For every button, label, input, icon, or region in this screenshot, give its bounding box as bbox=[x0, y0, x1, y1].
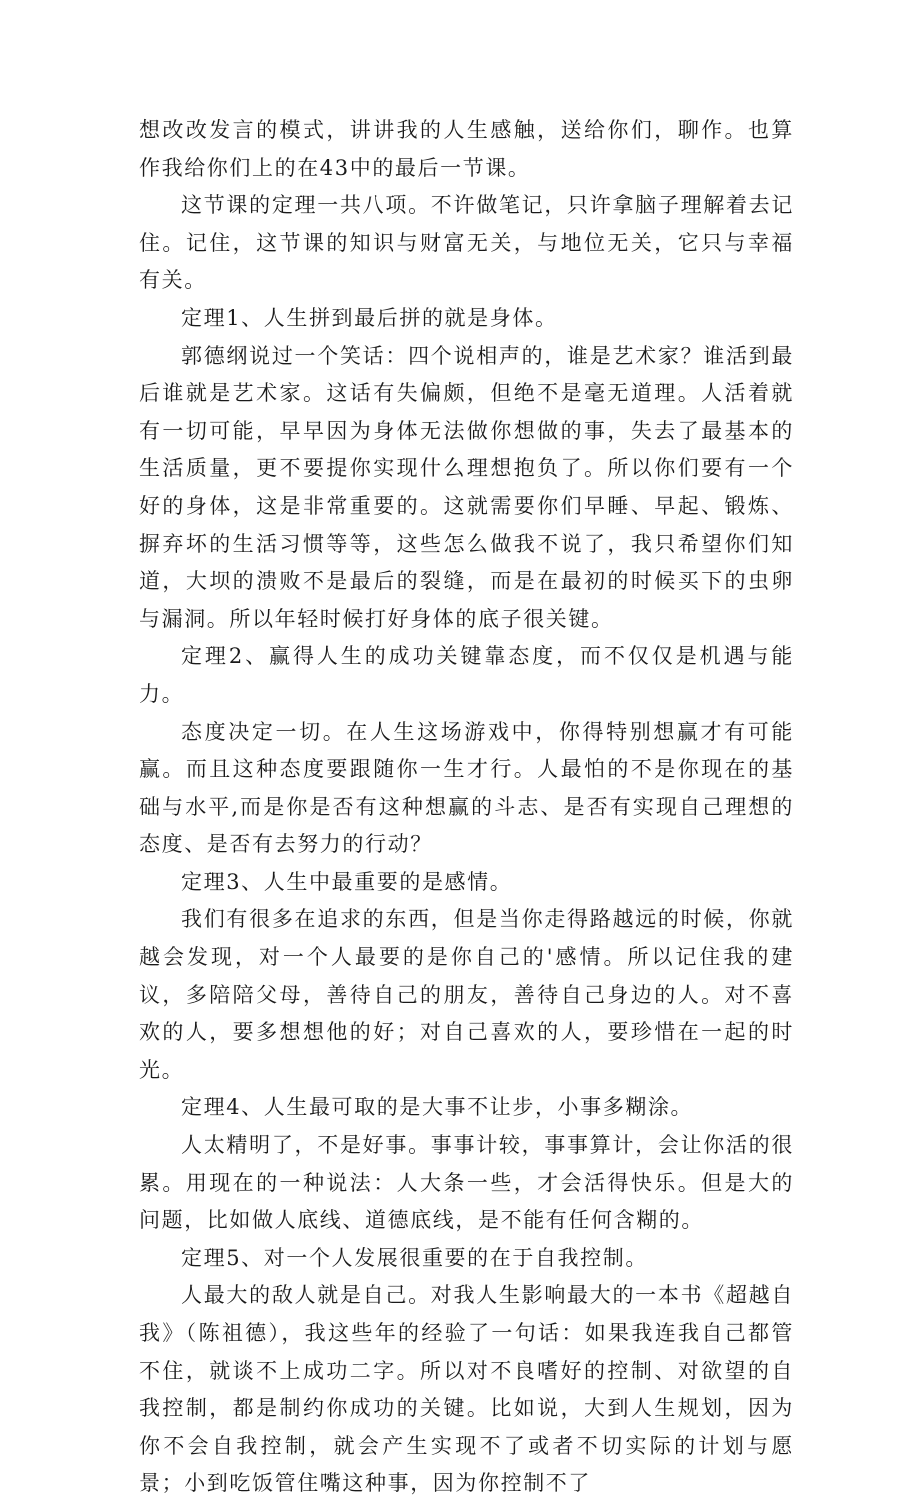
theorem-3-heading: 定理3、人生中最重要的是感情。 bbox=[181, 869, 513, 894]
theorem-1-heading: 定理1、人生拼到最后拼的就是身体。 bbox=[181, 305, 558, 330]
theorem-3-body: 我们有很多在追求的东西，但是当你走得路越远的时候，你就越会发现，对一个人最要的是你自己的'感情。所以记住我的建议，多陪陪父母，善待自己的朋友，善待自己身边的人。对不喜欢的人，要多想想他的好；对自己喜欢的人，要珍惜在一起的时光。 bbox=[139, 907, 794, 1082]
theorem-5-body: 人最大的敌人就是自己。对我人生影响最大的一本书《超越自我》（陈祖德），我这些年的经验了一句话：如果我连我自己都管不住，就谈不上成功二字。所以对不良嗜好的控制、对欲望的自我控制，都是制约你成功的关键。比如说，大到人生规划，因为你不会自我控制，就会产生实现不了或者不切实际的计划与愿景；小到吃饭管住嘴这种事，因为你控制不了 bbox=[139, 1283, 794, 1496]
theorem-4-body: 人太精明了，不是好事。事事计较，事事算计，会让你活的很累。用现在的一种说法：人大条一些，才会活得快乐。但是大的问题，比如做人底线、道德底线，是不能有任何含糊的。 bbox=[139, 1133, 794, 1233]
theorem-5-heading: 定理5、对一个人发展很重要的在于自我控制。 bbox=[181, 1245, 648, 1270]
theorem-4-heading: 定理4、人生最可取的是大事不让步，小事多糊涂。 bbox=[181, 1095, 694, 1120]
document-body bbox=[139, 112, 794, 1503]
paragraph-intro-continuation: 想改改发言的模式，讲讲我的人生感触，送给你们，聊作。也算作我给你们上的在43中的最后一节课。 bbox=[139, 118, 794, 180]
theorem-1-body: 郭德纲说过一个笑话：四个说相声的，谁是艺术家？谁活到最后谁就是艺术家。这话有失偏颇，但绝不是毫无道理。人活着就有一切可能，早早因为身体无法做你想做的事，失去了最基本的生活质量，更不要提你实现什么理想抱负了。所以你们要有一个好的身体，这是非常重要的。这就需要你们早睡、早起、锻炼、摒弃坏的生活习惯等等，这些怎么做我不说了，我只希望你们知道，大坝的溃败不是最后的裂缝，而是在最初的时候买下的虫卵与漏洞。所以年轻时候打好身体的底子很关键。 bbox=[139, 343, 794, 631]
theorem-2-heading: 定理2、赢得人生的成功关键靠态度，而不仅仅是机遇与能力。 bbox=[139, 644, 794, 706]
paragraph-lesson-overview: 这节课的定理一共八项。不许做笔记，只许拿脑子理解着去记住。记住，这节课的知识与财富无关，与地位无关，它只与幸福有关。 bbox=[139, 193, 794, 293]
theorem-2-body: 态度决定一切。在人生这场游戏中，你得特别想赢才有可能赢。而且这种态度要跟随你一生才行。人最怕的不是你现在的基础与水平,而是你是否有这种想赢的斗志、是否有实现自己理想的态度、是否有去努力的行动？ bbox=[139, 719, 794, 857]
